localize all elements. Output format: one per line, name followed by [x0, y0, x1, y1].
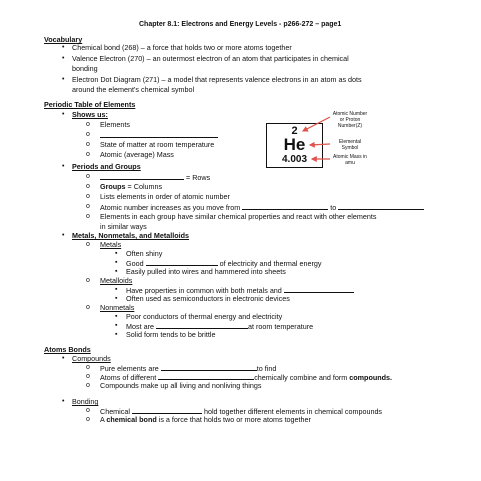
- bullet-circle: o: [86, 241, 90, 248]
- callout-mass: Atomic Mass in amu: [333, 154, 367, 166]
- bullet-circle: o: [86, 213, 90, 220]
- callout-symbol: Elemental Symbol: [338, 139, 362, 151]
- vocab-valence-electron: Valence Electron (270) – an outermost electron of an atom that participates in chemical: [72, 54, 349, 63]
- chemical-blank-bonds: Chemical hold together different elements in chemical compounds: [100, 407, 383, 416]
- bullet-circle: o: [86, 373, 90, 380]
- shows-mass: Atomic (average) Mass: [100, 150, 174, 159]
- bullet-circle: o: [86, 364, 90, 371]
- nonmetals-poor-conductors: Poor conductors of thermal energy and electricity: [126, 312, 283, 321]
- bullet-square: ▪: [115, 250, 118, 257]
- metals-label: Metals: [100, 240, 122, 249]
- element-tile-helium: [266, 123, 323, 168]
- each-group: Elements in each group have similar chemical properties and react with other elements: [100, 212, 377, 221]
- bullet-square: ▪: [115, 286, 118, 293]
- page-title: Chapter 8.1: Electrons and Energy Levels - p266-272 – page1: [139, 21, 342, 28]
- metals-heading: Metals, Nonmetals, and Metalloids: [72, 231, 190, 240]
- vocabulary-heading: Vocabulary: [44, 35, 83, 44]
- atomic-number-increases: Atomic number increases as you move from to: [100, 202, 424, 212]
- element-symbol: He: [283, 135, 306, 154]
- bullet-dot: •: [62, 55, 65, 62]
- bullet-dot: •: [62, 398, 65, 405]
- lists-order: Lists elements in order of atomic number: [100, 192, 230, 201]
- vocab-valence-electron-cont: bonding: [72, 64, 98, 73]
- callout-atomic-number: Atomic Number or Proton Number(Z): [332, 111, 368, 129]
- bonding-label: Bonding: [72, 397, 99, 406]
- metals-malleable: Easily pulled into wires and hammered into sheets: [126, 267, 286, 276]
- shows-us-label: Shows us:: [72, 110, 108, 119]
- nonmetals-brittle: Solid form tends to be brittle: [126, 330, 216, 339]
- bullet-circle: o: [86, 151, 90, 158]
- element-atomic-mass: 4.003: [281, 154, 308, 165]
- bullet-square: ▪: [115, 259, 118, 266]
- periods-rows: = Rows: [100, 172, 210, 182]
- atoms-different: Atoms of different chemically combine and form compounds.: [100, 373, 393, 382]
- bullet-circle: o: [86, 277, 90, 284]
- chemical-bond-definition: A chemical bond is a force that holds two or more atoms together: [100, 415, 311, 424]
- groups-columns: Groups = Columns: [100, 182, 163, 191]
- bullet-circle: o: [86, 416, 90, 423]
- bullet-circle: o: [86, 203, 90, 210]
- metalloids-properties: Have properties in common with both metals and: [126, 285, 354, 295]
- vocab-chemical-bond: Chemical bond (268) – a force that holds two or more atoms together: [72, 43, 292, 52]
- bullet-dot: •: [62, 355, 65, 362]
- bullet-dot: •: [62, 111, 65, 118]
- bullet-dot: •: [62, 44, 65, 51]
- bullet-square: ▪: [115, 313, 118, 320]
- metals-shiny: Often shiny: [126, 249, 163, 258]
- bullet-square: ▪: [115, 268, 118, 275]
- nonmetals-label: Nonmetals: [100, 303, 135, 312]
- periodic-heading: Periodic Table of Elements: [44, 100, 136, 109]
- bullet-dot: •: [62, 76, 65, 83]
- vocab-electron-dot-cont: around the element’s chemical symbol: [72, 85, 195, 94]
- compounds-make-up: Compounds make up all living and nonliving things: [100, 381, 262, 390]
- bullet-circle: o: [86, 183, 90, 190]
- bullet-circle: o: [86, 121, 90, 128]
- bullet-circle: o: [86, 382, 90, 389]
- nonmetals-most-are: Most are at room temperature: [126, 322, 314, 331]
- bullet-dot: •: [62, 232, 65, 239]
- bullet-dot: •: [62, 163, 65, 170]
- metalloids-semiconductors: Often used as semiconductors in electronic devices: [126, 294, 290, 303]
- metals-good-conductor: Good of electricity and thermal energy: [126, 259, 322, 268]
- bullet-circle: o: [86, 193, 90, 200]
- bullet-circle: o: [86, 131, 90, 138]
- bullet-square: ▪: [115, 331, 118, 338]
- vocab-electron-dot: Electron Dot Diagram (271) – a model that represents valence electrons in an atom as dots: [72, 75, 362, 84]
- compounds-label: Compounds: [72, 354, 111, 363]
- bullet-circle: o: [86, 173, 90, 180]
- bullet-circle: o: [86, 141, 90, 148]
- each-group-cont: in similar ways: [100, 222, 147, 231]
- element-atomic-number: 2: [291, 125, 298, 137]
- shows-blank-line: [100, 130, 218, 140]
- pure-elements: Pure elements are to find: [100, 364, 277, 373]
- bullet-square: ▪: [115, 295, 118, 302]
- shows-state: State of matter at room temperature: [100, 140, 215, 149]
- atoms-bonds-heading: Atoms Bonds: [44, 345, 91, 354]
- bullet-circle: o: [86, 407, 90, 414]
- periods-groups-label: Periods and Groups: [72, 162, 141, 171]
- shows-elements: Elements: [100, 120, 130, 129]
- metalloids-label: Metalloids: [100, 276, 133, 285]
- bullet-circle: o: [86, 304, 90, 311]
- bullet-square: ▪: [115, 322, 118, 329]
